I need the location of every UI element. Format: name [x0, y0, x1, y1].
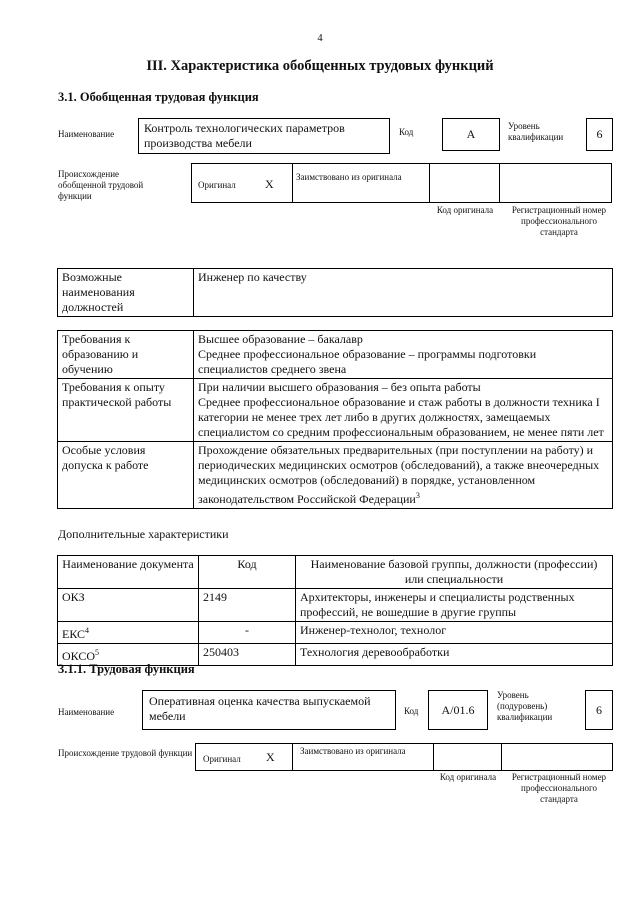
- additional-table: [57, 555, 613, 666]
- doc-cell: ЕКС: [62, 627, 86, 641]
- reg-number-label: Регистрационный номер профессионального стандарта: [511, 772, 607, 804]
- education-label: Требования к образованию и обучению: [58, 331, 194, 379]
- header-group: Наименование базовой группы, должности (профессии) или специальности: [296, 556, 613, 589]
- table-row: [58, 556, 613, 589]
- qualification-level-label: Уровень квалификации: [508, 121, 564, 142]
- doc-cell: ОКЗ: [58, 589, 199, 622]
- group-cell: Инженер-технолог, технолог: [296, 622, 613, 644]
- name-label: Наименование: [58, 707, 115, 717]
- code-cell: -: [199, 622, 296, 644]
- origin-table: [191, 163, 612, 203]
- origin-label: Происхождение трудовой функции: [58, 748, 193, 758]
- footnote-mark: 3: [415, 491, 420, 500]
- original-label: Оригинал: [198, 180, 236, 190]
- education-value: Высшее образование – бакалавр Среднее профессиональное образование – программы подготовки специалистов среднего звена: [194, 331, 613, 379]
- code-cell: 2149: [199, 589, 296, 622]
- qualification-level-label: Уровень (подуровень) квалификации: [497, 690, 553, 722]
- special-conditions-value: Прохождение обязательных предварительных (при поступлении на работу) и периодических медицинских осмотров (обследований), а также внеочередных медицинских осмотров (обследований) в порядке, установленном законодательством Российской Федерации: [198, 443, 600, 506]
- doc-cell: ОКСО: [62, 649, 96, 663]
- table-row: [58, 379, 613, 442]
- generalized-function-code: А: [442, 118, 500, 151]
- section-title: III. Характеристика обобщенных трудовых функций: [146, 58, 494, 74]
- additional-title: Дополнительные характеристики: [58, 527, 229, 541]
- original-label: Оригинал: [203, 754, 241, 764]
- group-cell: Технология деревообработки: [296, 644, 613, 666]
- code-original-label: Код оригинала: [439, 772, 497, 782]
- qualification-level: 6: [585, 690, 613, 730]
- origin-label: Происхождение обобщенной трудовой функции: [58, 169, 144, 201]
- qualification-level: 6: [586, 118, 613, 151]
- reg-number-label: Регистрационный номер профессионального стандарта: [511, 205, 607, 237]
- footnote-mark: 5: [95, 648, 100, 657]
- table-row: [58, 589, 613, 622]
- special-conditions-label: Особые условия допуска к работе: [58, 442, 194, 509]
- name-label: Наименование: [58, 129, 115, 139]
- borrowed-label: Заимствовано из оригинала: [296, 172, 402, 182]
- page-number: 4: [317, 33, 323, 44]
- positions-label: Возможные наименования должностей: [58, 269, 194, 317]
- table-row: [58, 622, 613, 644]
- borrowed-label: Заимствовано из оригинала: [300, 746, 406, 756]
- experience-label: Требования к опыту практической работы: [58, 379, 194, 442]
- table-row: [58, 331, 613, 379]
- footnote-mark: 4: [85, 626, 90, 635]
- table-row: [58, 442, 613, 509]
- labor-function-code: А/01.6: [428, 690, 488, 730]
- code-original-label: Код оригинала: [436, 205, 494, 215]
- group-cell: Архитекторы, инженеры и специалисты родственных профессий, не вошедшие в другие группы: [296, 589, 613, 622]
- code-cell: 250403: [199, 644, 296, 666]
- positions-value: Инженер по качеству: [194, 269, 613, 317]
- positions-table: [57, 268, 613, 317]
- origin-table: [195, 743, 613, 771]
- original-mark: Х: [266, 750, 275, 764]
- generalized-function-name: Контроль технологических параметров производства мебели: [138, 118, 390, 154]
- original-mark: Х: [265, 177, 274, 191]
- requirements-table: [57, 330, 613, 509]
- header-document: Наименование документа: [58, 556, 199, 589]
- labor-function-heading: 3.1.1. Трудовая функция: [58, 662, 195, 676]
- experience-value: При наличии высшего образования – без опыта работы Среднее профессиональное образование и стаж работы в должности техника I категории не менее трех лет либо в других должностях, замещаемых специалистом со средним профессиональным образованием, не менее пяти лет: [194, 379, 613, 442]
- generalized-function-heading: 3.1. Обобщенная трудовая функция: [58, 90, 259, 104]
- labor-function-name: Оперативная оценка качества выпускаемой мебели: [142, 690, 396, 730]
- header-code: Код: [199, 556, 296, 589]
- code-label: Код: [399, 127, 414, 137]
- code-label: Код: [404, 706, 419, 716]
